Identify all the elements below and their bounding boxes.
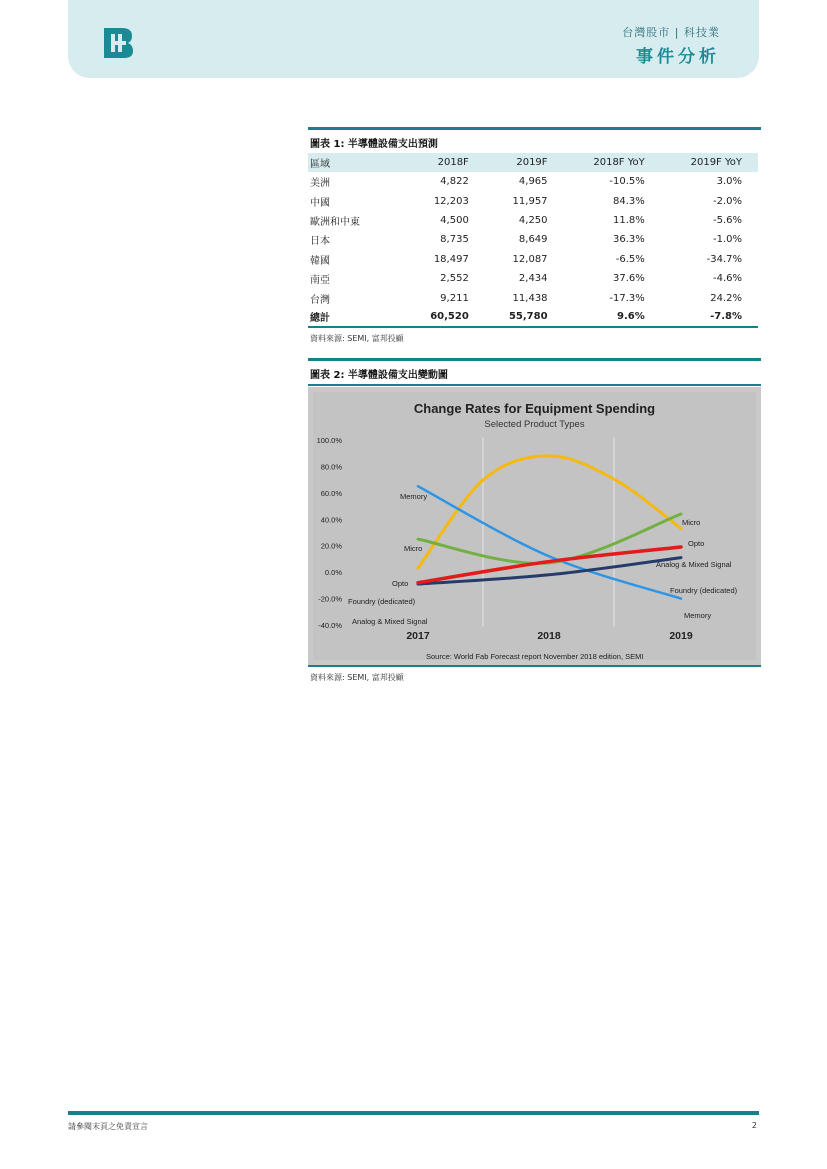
footer-disclaimer: 請參閱末頁之免責宣言 [68, 1122, 148, 1131]
series-label-start: Memory [400, 492, 428, 501]
series-label-start: Analog & Mixed Signal [352, 617, 428, 626]
table-cell: -6.5% [615, 253, 645, 265]
column-header: 2018F [406, 153, 485, 172]
table-header-row [308, 153, 758, 172]
chart-source-note: Source: World Fab Forecast report November 2018 edition, SEMI [426, 652, 644, 661]
column-header: 2019F [485, 153, 564, 172]
table-cell: 12,203 [433, 195, 469, 207]
series-label-start: Foundry (dedicated) [348, 597, 416, 606]
column-header: 區域 [308, 153, 406, 172]
table-cell: 3.0% [716, 176, 742, 188]
table-cell: 歐洲和中東 [310, 216, 360, 228]
figure-1-source: 資料來源: SEMI, 富邦投顧 [310, 334, 404, 344]
series-label-end: Foundry (dedicated) [670, 586, 738, 595]
table-cell: 4,965 [518, 176, 548, 188]
table-cell: -4.6% [712, 273, 742, 285]
column-header: 2019F YoY [661, 153, 758, 172]
table-cell: 18,497 [433, 253, 469, 265]
y-tick-label: 100.0% [316, 436, 342, 445]
chart-area [308, 387, 761, 667]
y-tick-label: 60.0% [320, 488, 342, 498]
table-cell: 37.6% [612, 273, 645, 285]
table-cell: 2,552 [440, 273, 469, 285]
table-row [308, 250, 758, 269]
table-cell: 36.3% [612, 234, 645, 246]
column-header: 2018F YoY [564, 153, 661, 172]
series-label-end: Memory [684, 611, 712, 620]
footer-rule [68, 1111, 759, 1115]
x-tick-label: 2019 [669, 630, 693, 642]
table-cell: -1.0% [712, 234, 742, 246]
table-total-row [308, 308, 758, 327]
figure-2 [308, 358, 761, 683]
table-cell: 60,520 [406, 308, 485, 327]
table-cell: -5.6% [712, 214, 742, 226]
equipment-spending-table [308, 153, 758, 328]
table-cell: -10.5% [609, 176, 645, 188]
table-cell: -17.3% [609, 292, 645, 304]
header-category: 台灣股市 | 科技業 [622, 26, 720, 39]
chart-title: Change Rates for Equipment Spending [413, 401, 656, 416]
table-cell: 8,649 [518, 234, 548, 246]
y-tick-label: -40.0% [318, 621, 342, 630]
figure-2-source: 資料來源: SEMI, 富邦投顧 [310, 673, 404, 682]
figure-1 [308, 127, 761, 344]
table-cell: 11,438 [512, 292, 548, 304]
figure-2-title-rule [308, 384, 761, 386]
table-cell: 韓國 [310, 255, 330, 267]
table-cell: 8,735 [440, 234, 469, 246]
series-label-end: Opto [688, 539, 705, 548]
table-row [308, 230, 758, 249]
table-cell: 美洲 [310, 178, 330, 190]
page-number: 2 [751, 1121, 757, 1130]
table-cell: 總計 [308, 308, 406, 327]
table-cell: 2,434 [518, 273, 548, 285]
series-label-end: Micro [682, 518, 701, 527]
table-cell: 4,500 [440, 214, 469, 226]
table-row [308, 172, 758, 191]
table-row [308, 269, 758, 288]
x-tick-label: 2018 [537, 630, 561, 642]
table-cell: 4,822 [440, 176, 469, 188]
series-label-end: Analog & Mixed Signal [656, 560, 732, 569]
y-tick-label: 20.0% [320, 541, 342, 551]
table-cell: 11.8% [612, 214, 645, 226]
table-cell: -2.0% [712, 195, 742, 207]
header-title: 事件分析 [636, 47, 720, 67]
y-tick-label: 0.0% [324, 568, 342, 578]
table-cell: -7.8% [661, 308, 758, 327]
y-tick-label: -20.0% [318, 594, 342, 604]
change-rates-chart [308, 387, 761, 665]
table-row [308, 211, 758, 230]
table-row [308, 191, 758, 210]
figure-2-title: 圖表 2: 半導體設備支出變動圖 [310, 370, 448, 381]
table-cell: 9.6% [564, 308, 661, 327]
table-cell: 12,087 [512, 253, 548, 265]
table-cell: 4,250 [518, 214, 548, 226]
table-cell: 24.2% [710, 292, 742, 304]
table-cell: 84.3% [612, 195, 645, 207]
series-label-start: Opto [392, 579, 409, 588]
table-cell: 中國 [310, 197, 330, 209]
table-cell: 11,957 [512, 195, 548, 207]
figure-1-title: 圖表 1: 半導體設備支出預測 [310, 139, 438, 150]
y-tick-label: 80.0% [320, 462, 342, 472]
table-cell: -34.7% [706, 253, 742, 265]
series-label-start: Micro [404, 544, 423, 553]
table-cell: 台灣 [310, 294, 330, 306]
x-tick-label: 2017 [406, 630, 430, 642]
table-cell: 南亞 [310, 275, 330, 287]
table-cell: 55,780 [485, 308, 564, 327]
fubon-logo-icon [100, 24, 136, 62]
y-tick-label: 40.0% [320, 515, 342, 525]
table-row [308, 288, 758, 307]
table-cell: 日本 [310, 236, 330, 248]
chart-subtitle: Selected Product Types [484, 419, 585, 430]
table-cell: 9,211 [440, 292, 469, 304]
